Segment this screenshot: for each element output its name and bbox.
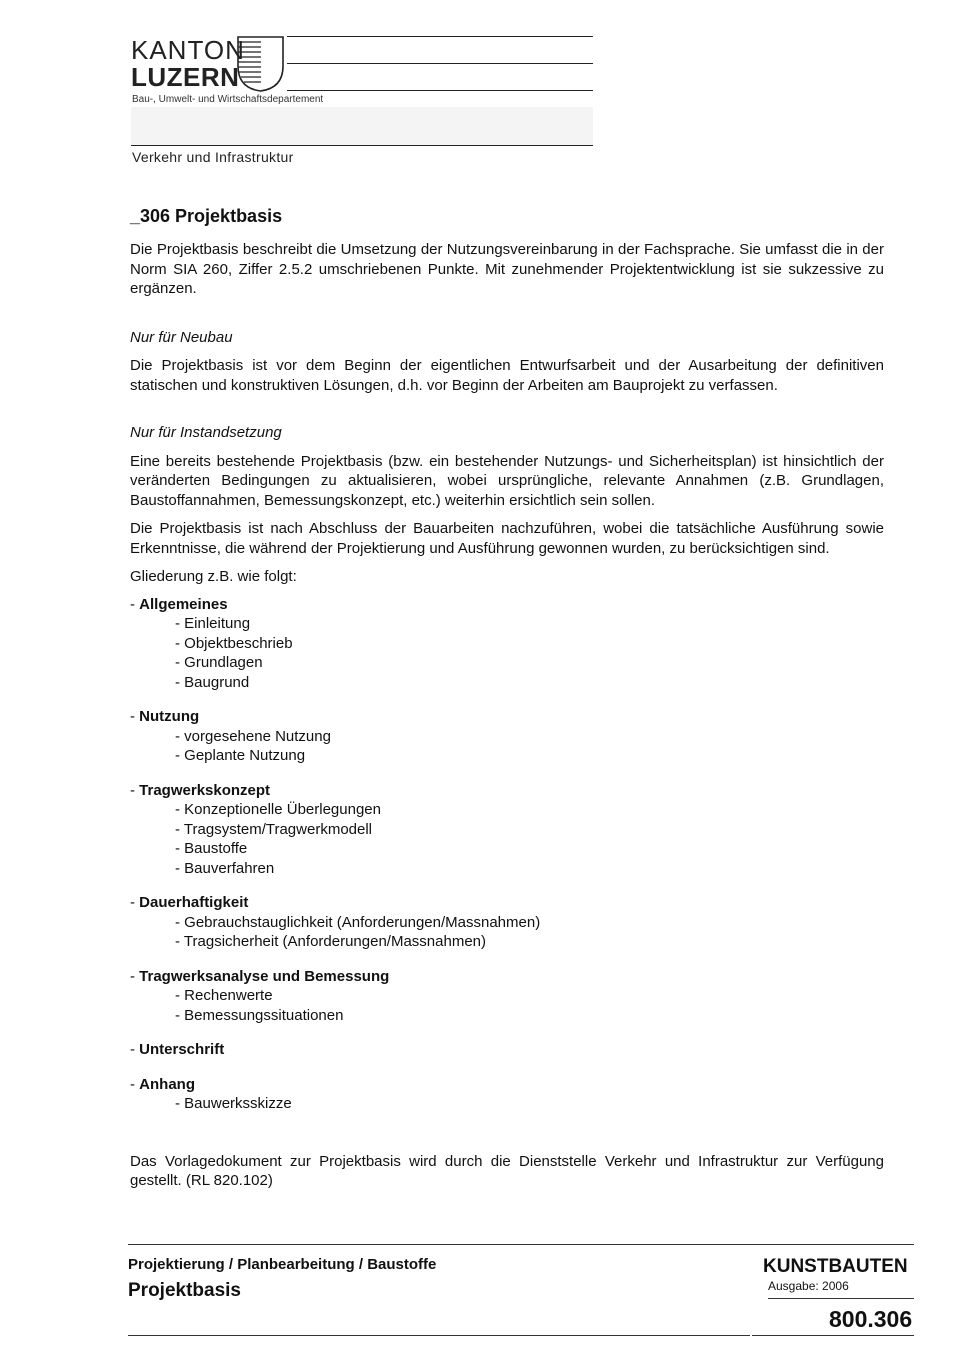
outline-group-label: Anhang xyxy=(139,1075,195,1093)
footer-rule-top xyxy=(128,1244,914,1245)
outline-item-label: Tragsystem/Tragwerkmodell xyxy=(183,820,373,838)
outline-sublist xyxy=(130,614,884,692)
outline-item: - Baugrund xyxy=(175,673,250,691)
outline-item: - Konzeptionelle Überlegungen xyxy=(175,801,381,818)
outline-item-label: Bemessungssituationen xyxy=(184,1006,344,1024)
outline-group xyxy=(130,1040,884,1060)
outline-group-label: Tragwerkskonzept xyxy=(139,781,271,799)
outline-group xyxy=(130,707,884,766)
outline-item: - Tragsystem/Tragwerkmodell xyxy=(175,820,373,838)
outline-spacer xyxy=(130,952,884,967)
footer-section: KUNSTBAUTEN xyxy=(763,1256,908,1277)
footer-rule-edition xyxy=(768,1298,914,1299)
footer-category: Projektierung / Planbearbeitung / Baustoffe xyxy=(128,1256,437,1273)
instandsetzung-paragraph-2: Die Projektbasis ist nach Abschluss der Bauarbeiten nachzuführen, wobei die tatsächliche Ausführung sowie Erkenntnisse, die während der Projektierung und Ausführung gewonnen wurden, zu berücksichtigen sind. xyxy=(130,520,884,557)
outline-group-label: Unterschrift xyxy=(139,1041,225,1058)
footer-edition: Ausgabe: 2006 xyxy=(768,1279,849,1293)
outline-group-title: - Dauerhaftigkeit xyxy=(130,894,249,911)
outline-group xyxy=(130,893,884,952)
outline-group xyxy=(130,595,884,693)
outline-item-label: Konzeptionelle Überlegungen xyxy=(184,801,381,818)
page-title: _306 Projektbasis xyxy=(130,206,283,226)
outline-sublist xyxy=(130,800,884,878)
neubau-heading: Nur für Neubau xyxy=(130,328,233,346)
outline-group xyxy=(130,781,884,879)
outline-item-label: Einleitung xyxy=(184,615,251,632)
header-rule xyxy=(131,145,593,146)
outline-sublist xyxy=(130,986,884,1025)
outline-spacer xyxy=(130,766,884,781)
outline-group-title: - Tragwerkskonzept xyxy=(130,781,271,799)
outline-item-label: vorgesehene Nutzung xyxy=(184,727,331,745)
outline-spacer xyxy=(130,692,884,707)
logo-luzern: LUZERN xyxy=(131,62,240,92)
outline-group-title: - Unterschrift xyxy=(130,1041,225,1058)
outline-item: - Tragsicherheit (Anforderungen/Massnahmen) xyxy=(175,933,487,950)
outline-item-label: Objektbeschrieb xyxy=(184,634,293,652)
outline-item-label: Geplante Nutzung xyxy=(184,747,306,764)
coat-of-arms-icon xyxy=(237,36,285,92)
logo-kanton: KANTON xyxy=(131,35,245,65)
outline-item: - Grundlagen xyxy=(175,654,263,671)
outline-group-label: Allgemeines xyxy=(139,595,228,613)
outline-item-label: Baustoffe xyxy=(184,840,248,857)
outline-item: - Gebrauchstauglichkeit (Anforderungen/Massnahmen) xyxy=(175,913,541,931)
outline-item: - Einleitung xyxy=(175,615,251,632)
outline-spacer xyxy=(130,1060,884,1075)
outline-group-title: - Tragwerksanalyse und Bemessung xyxy=(130,967,390,985)
footer-rule-bottom-right xyxy=(752,1335,914,1336)
header-rule xyxy=(287,36,593,37)
header-rule xyxy=(287,63,593,64)
main-content xyxy=(130,205,884,1200)
outline-spacer xyxy=(130,878,884,893)
outline-item: - Bauwerksskizze xyxy=(175,1095,292,1112)
footer-document-number: 800.306 xyxy=(829,1306,913,1332)
footer-title: Projektbasis xyxy=(128,1280,241,1301)
instandsetzung-paragraph-1: Eine bereits bestehende Projektbasis (bzw. ein bestehender Nutzungs- und Sicherheitsplan) ist hinsichtlich der veränderten Bedingungen zu aktualisieren, wobei ursprüngliche, relevante Annahmen (z.B. Grundlagen, Baustoffannahmen, Bemessungskonzept, etc.) weiterhin ersichtlich sein sollen. xyxy=(130,452,884,509)
outline-group-title: - Anhang xyxy=(130,1075,195,1093)
outline-item: - Rechenwerte xyxy=(175,987,273,1004)
outline-sublist xyxy=(130,1094,884,1114)
header-rule xyxy=(287,90,593,91)
department-name: Bau-, Umwelt- und Wirtschaftsdepartement xyxy=(132,94,324,105)
outline-item-label: Rechenwerte xyxy=(184,987,273,1004)
outline-group-label: Tragwerksanalyse und Bemessung xyxy=(139,967,390,985)
outline-item: - Bemessungssituationen xyxy=(175,1006,344,1024)
gliederung-intro: Gliederung z.B. wie folgt: xyxy=(130,568,297,585)
outline-sublist xyxy=(130,913,884,952)
neubau-paragraph: Die Projektbasis ist vor dem Beginn der eigentlichen Entwurfsarbeit und der Ausarbeitung der definitiven statischen und konstruktiven Lösungen, d.h. vor Beginn der Arbeiten am Bauprojekt zu verfassen. xyxy=(130,357,884,394)
outline-group-label: Nutzung xyxy=(139,708,200,725)
intro-paragraph: Die Projektbasis beschreibt die Umsetzung der Nutzungsvereinbarung in der Fachsprache. Sie umfasst die in der Norm SIA 260, Ziffer 2.5.2 umschriebenen Punkte. Mit zunehmender Projektentwicklung ist sie sukzessive zu ergänzen. xyxy=(130,241,884,297)
outline-item: - Objektbeschrieb xyxy=(175,634,293,652)
instandsetzung-heading: Nur für Instandsetzung xyxy=(130,424,282,441)
division-name: Verkehr und Infrastruktur xyxy=(132,149,294,165)
outline-item: - vorgesehene Nutzung xyxy=(175,727,331,745)
outline-item-label: Baugrund xyxy=(184,673,250,691)
outline-group-title: - Nutzung xyxy=(130,708,200,725)
closing-paragraph: Das Vorlagedokument zur Projektbasis wird durch die Dienststelle Verkehr und Infrastruktur zur Verfügung gestellt. (RL 820.102) xyxy=(130,1152,884,1189)
outline-item-label: Bauwerksskizze xyxy=(184,1095,292,1112)
outline-item: - Baustoffe xyxy=(175,840,248,857)
outline-sublist xyxy=(130,727,884,766)
outline-item-label: Grundlagen xyxy=(184,654,263,671)
outline-group xyxy=(130,1075,884,1114)
outline-group-title: - Allgemeines xyxy=(130,595,228,613)
outline-item-label: Tragsicherheit (Anforderungen/Massnahmen) xyxy=(183,933,487,950)
outline-list xyxy=(130,595,884,1114)
outline-item-label: Bauverfahren xyxy=(184,859,275,877)
header-band xyxy=(131,107,593,145)
outline-spacer xyxy=(130,1025,884,1040)
outline-group-label: Dauerhaftigkeit xyxy=(139,894,249,911)
outline-group xyxy=(130,967,884,1026)
outline-item: - Geplante Nutzung xyxy=(175,747,306,764)
outline-item: - Bauverfahren xyxy=(175,859,275,877)
outline-item-label: Gebrauchstauglichkeit (Anforderungen/Massnahmen) xyxy=(184,913,541,931)
footer-rule-bottom xyxy=(128,1335,750,1336)
